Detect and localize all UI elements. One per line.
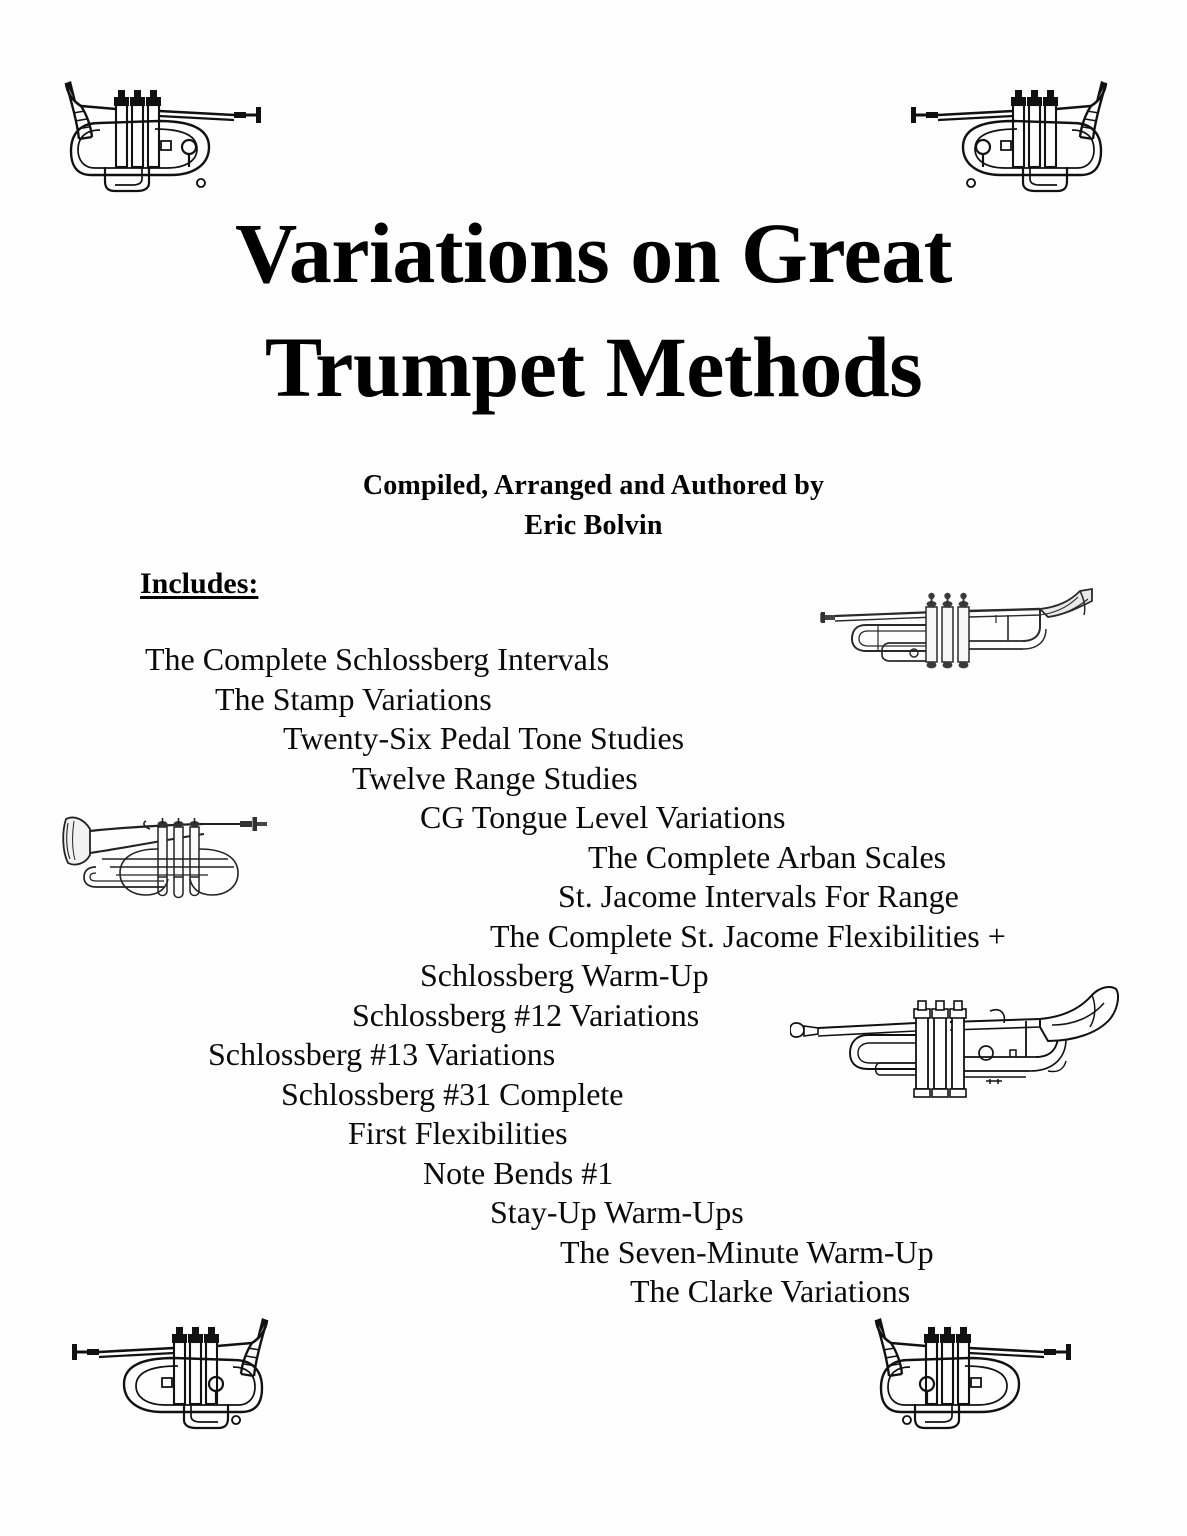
contents-item-label: St. Jacome Intervals For Range [558, 878, 959, 914]
contents-item-label: CG Tongue Level Variations [420, 799, 786, 835]
list-item [0, 680, 1187, 720]
list-item [0, 640, 1187, 680]
trumpet-line-art-illustration-lower-right [790, 985, 1120, 1100]
cornet-bell-right-illustration-top-right [905, 75, 1110, 195]
cornet-bell-right-illustration-bottom-left [66, 1312, 271, 1432]
contents-item-label: The Stamp Variations [215, 680, 492, 717]
contents-item-label: The Complete Arban Scales [588, 838, 947, 875]
list-item [0, 917, 1187, 957]
list-item [0, 1154, 1187, 1194]
contents-item-label: First Flexibilities [348, 1115, 568, 1151]
cornet-bell-left-illustration-top-left [62, 75, 267, 195]
list-item [0, 719, 1187, 759]
author-name: Eric Bolvin [524, 510, 663, 541]
page-title [0, 196, 1187, 424]
contents-item-label: Stay-Up Warm-Ups [490, 1194, 744, 1230]
list-item [0, 759, 1187, 799]
contents-item-label: Note Bends #1 [423, 1154, 614, 1191]
cornet-bell-left-illustration-bottom-right [872, 1312, 1077, 1432]
list-item [0, 1272, 1187, 1312]
list-item [0, 1114, 1187, 1154]
flugelhorn-bell-left-illustration-middle-left [58, 805, 273, 900]
contents-item-label: Twelve Range Studies [352, 759, 638, 796]
contents-item-label: The Clarke Variations [630, 1273, 911, 1309]
contents-list [0, 640, 1187, 1312]
contents-item-label: Schlossberg #12 Variations [352, 996, 700, 1033]
contents-item-label: Twenty-Six Pedal Tone Studies [283, 720, 685, 756]
list-item [0, 1193, 1187, 1233]
list-item [0, 1233, 1187, 1273]
contents-item-label: The Complete Schlossberg Intervals [145, 641, 610, 677]
contents-item-label: The Complete St. Jacome Flexibilities + [490, 917, 1006, 954]
page-title-line-2: Trumpet Methods [264, 319, 923, 415]
contents-item-label: Schlossberg #13 Variations [208, 1036, 556, 1072]
page-title-line-1: Variations on Great [235, 205, 952, 301]
contents-item-label: The Seven-Minute Warm-Up [560, 1233, 934, 1270]
contents-item-label: Schlossberg Warm-Up [420, 957, 709, 993]
author-block [0, 466, 1187, 546]
contents-item-label: Schlossberg #31 Complete [281, 1075, 624, 1112]
includes-heading: Includes: [140, 567, 259, 600]
author-credit-line: Compiled, Arranged and Authored by [362, 470, 825, 501]
